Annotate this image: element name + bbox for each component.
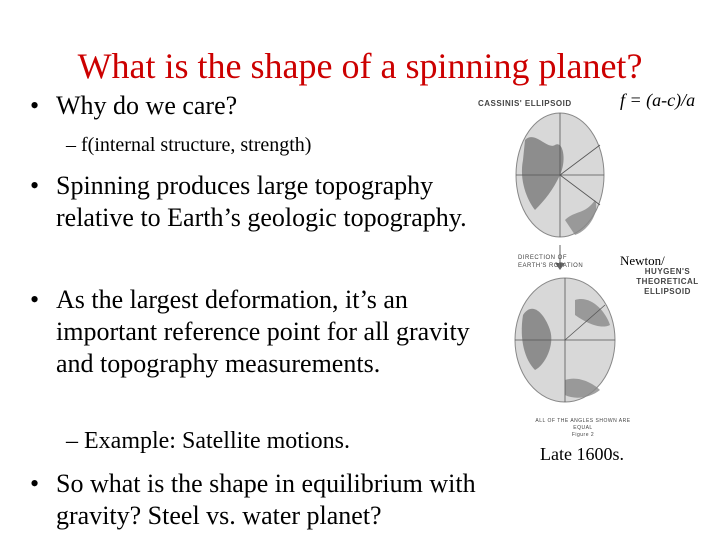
cassini-label: CASSINIS' ELLIPSOID — [478, 99, 572, 108]
bullet-dot: • — [30, 91, 40, 120]
huygens-label-line-2: ELLIPSOID — [644, 287, 691, 296]
bullet-text: As the largest deformation, it’s an important reference point for all gravity and topography measurements. — [56, 285, 470, 378]
bullet-text: So what is the shape in equilibrium with gravity? Steel vs. water planet? — [56, 469, 476, 530]
rotation-label-line-2: EARTH'S ROTATION — [518, 263, 584, 269]
newton-label: Newton/ — [620, 253, 665, 268]
subpoint-example: – Example: Satellite motions. — [66, 428, 350, 454]
rotation-label-line-1: DIRECTION OF — [518, 255, 567, 261]
formula: f = (a-c)/a — [620, 90, 696, 110]
bullet-text: Spinning produces large topography relative to Earth’s geologic topography. — [56, 171, 467, 232]
slide-title: What is the shape of a spinning planet? — [77, 46, 643, 86]
bullet-dot: • — [30, 285, 40, 314]
cassini-ellipsoid — [516, 113, 604, 237]
huygens-label-line-1: HUYGEN'S THEORETICAL — [636, 267, 699, 286]
bullet-dot: • — [30, 469, 40, 498]
huygens-label — [620, 267, 715, 297]
bullet-dot: • — [30, 171, 40, 200]
rotation-label — [518, 254, 583, 270]
figure-caption-line-2: Figure 2 — [571, 432, 595, 438]
bullet-text: Why do we care? — [56, 91, 238, 120]
figure-caption — [533, 418, 633, 439]
huygens-ellipsoid — [515, 278, 615, 402]
figure-caption-line-1: ALL OF THE ANGLES SHOWN ARE EQUAL — [535, 418, 631, 431]
subpoint-internal-structure: – f(internal structure, strength) — [66, 134, 312, 156]
date-note: Late 1600s. — [540, 444, 624, 464]
